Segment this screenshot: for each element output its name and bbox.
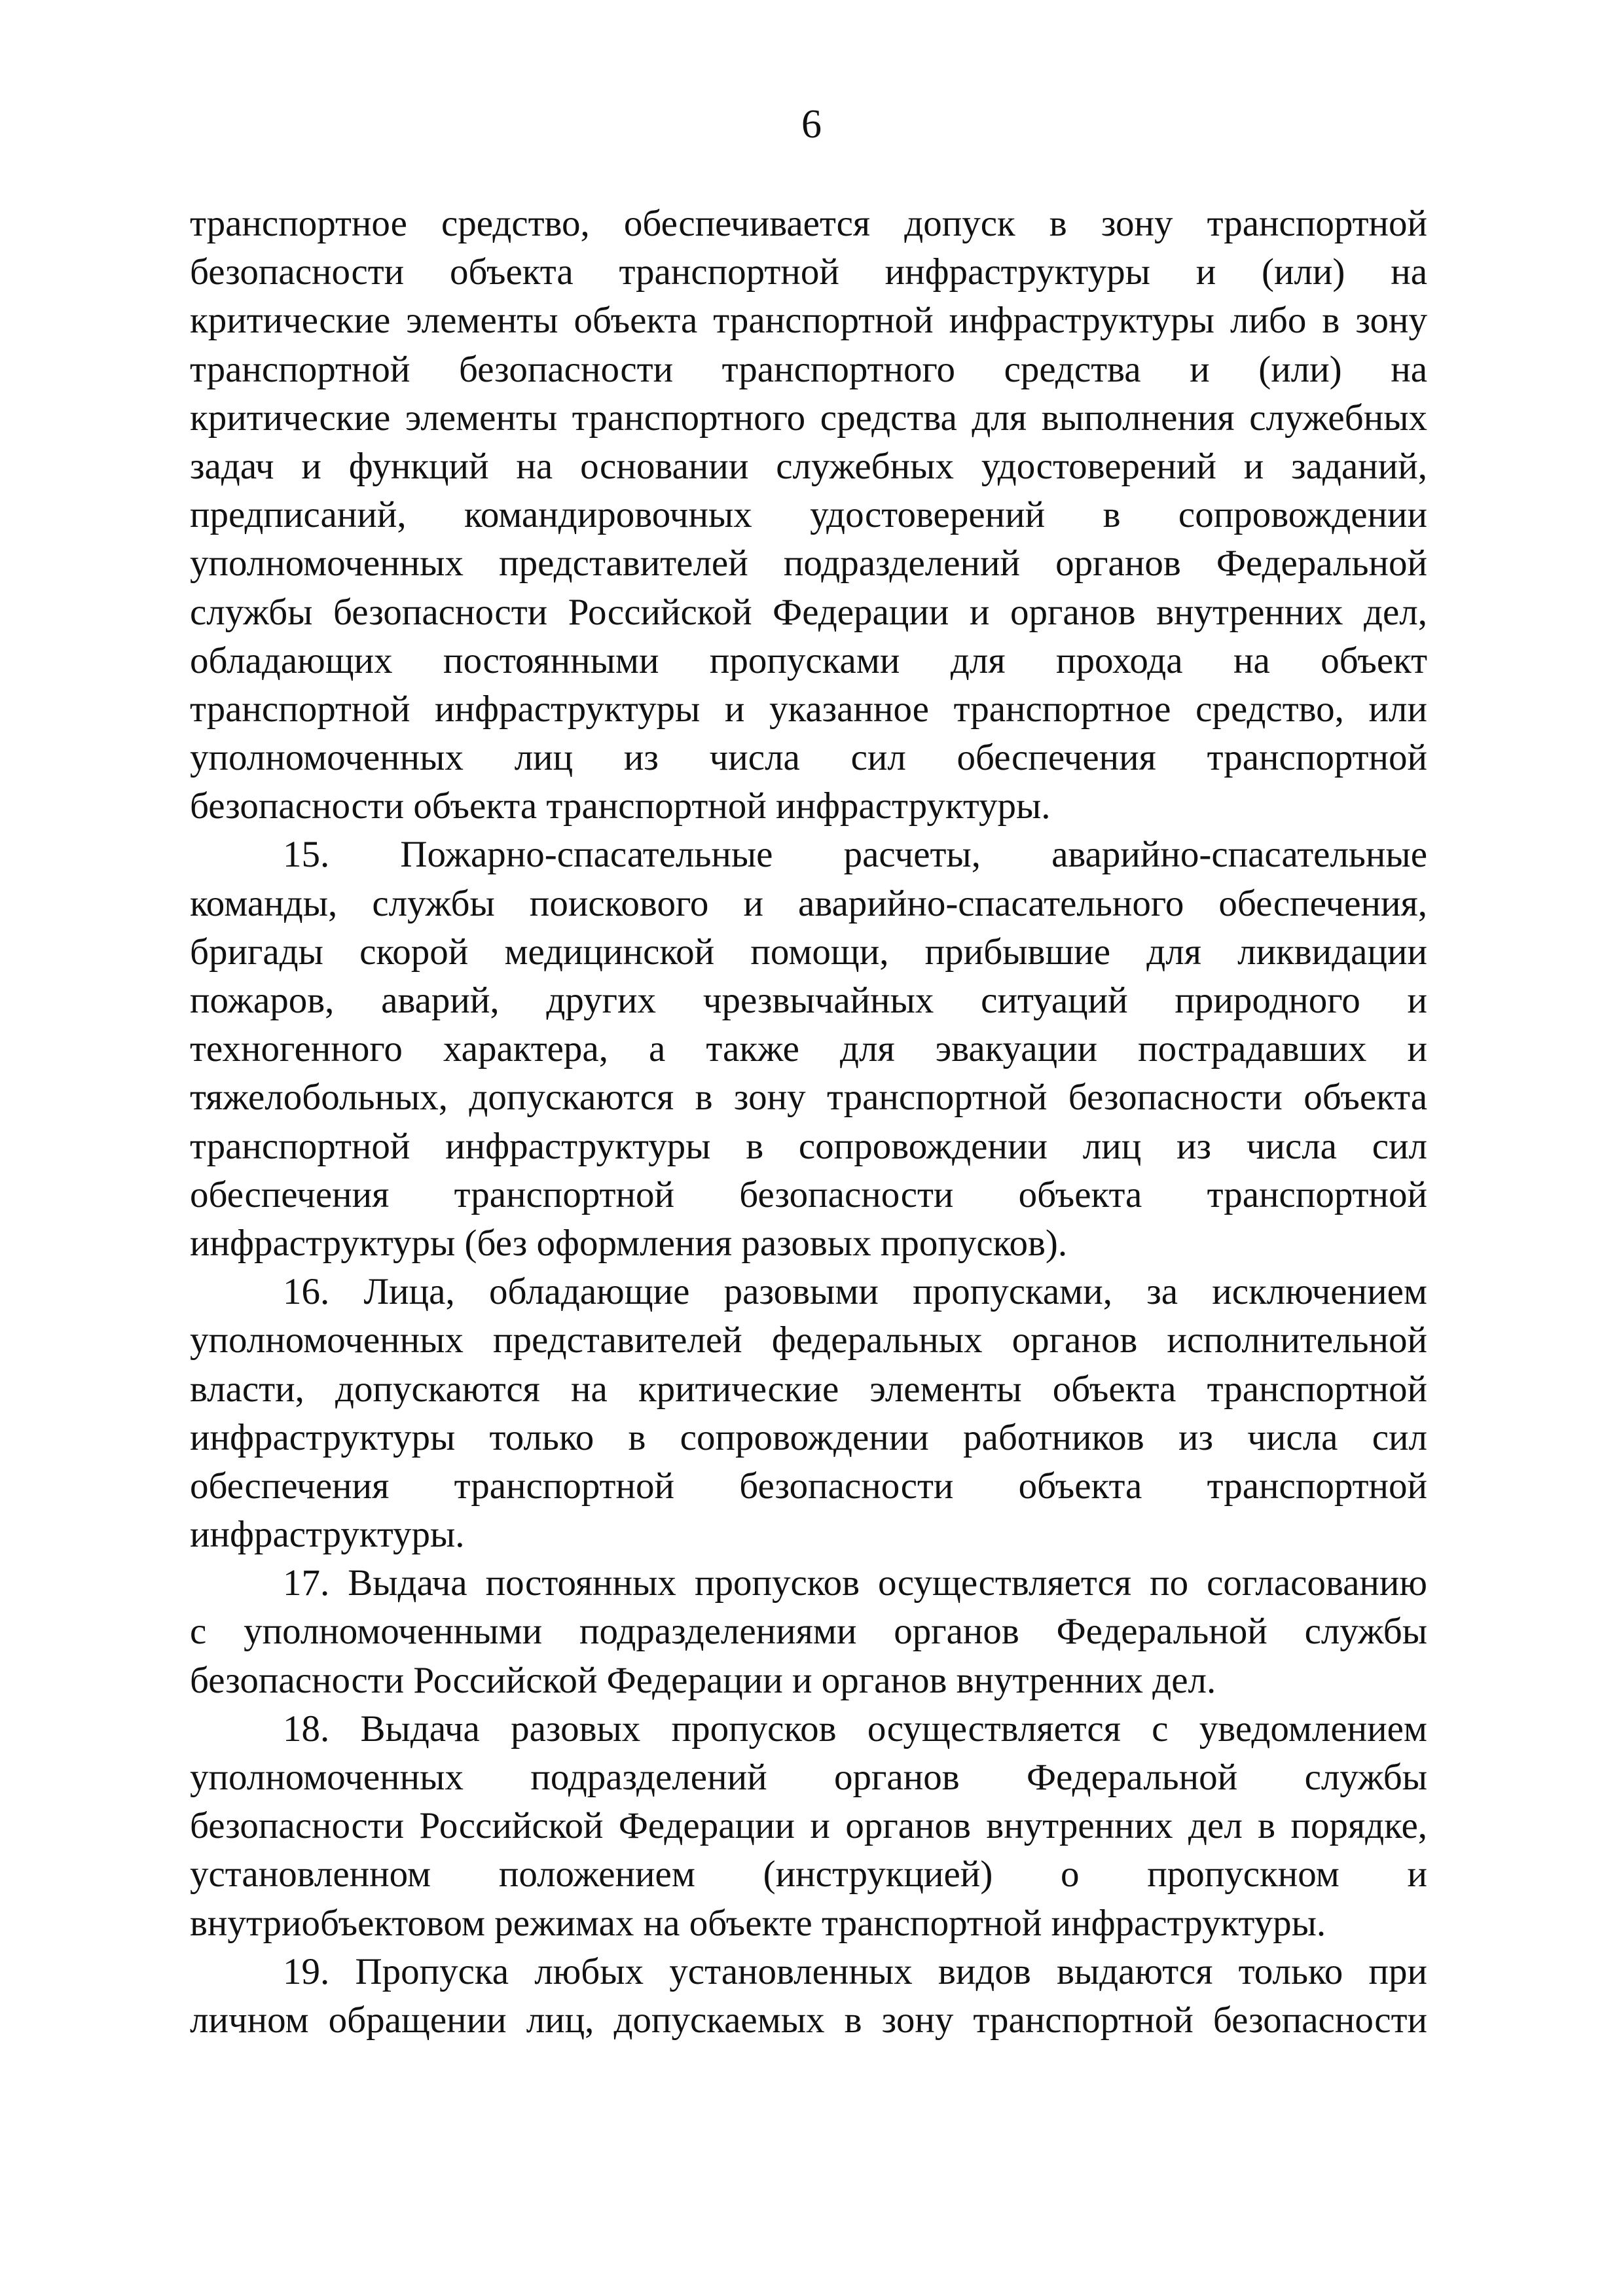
paragraph-item-17 <box>190 1559 1427 1705</box>
text-line: 18. Выдача разовых пропусков осуществляется с уведомлением <box>283 1708 1427 1749</box>
text-line: внутриобъектовом режимах на объекте транспортной инфраструктуры. <box>190 1902 1326 1944</box>
text-line: 17. Выдача постоянных пропусков осуществляется по согласованию <box>283 1562 1427 1604</box>
text-line: инфраструктуры только в сопровождении работников из числа сил <box>190 1416 1427 1458</box>
text-line: безопасности Российской Федерации и органов внутренних дел в порядке, <box>190 1805 1427 1847</box>
paragraph-item-15 <box>190 831 1427 1268</box>
text-line: 19. Пропуска любых установленных видов выдаются только при <box>283 1950 1427 1992</box>
text-line: власти, допускаются на критические элементы объекта транспортной <box>190 1368 1427 1410</box>
text-line: безопасности объекта транспортной инфраструктуры. <box>190 785 1051 827</box>
text-line: предписаний, командировочных удостоверений в сопровождении <box>190 494 1427 536</box>
text-line: 16. Лица, обладающие разовыми пропусками, за исключением <box>283 1271 1427 1313</box>
text-line: 15. Пожарно-спасательные расчеты, аварийно-спасательные <box>283 834 1427 876</box>
text-line: уполномоченных представителей федеральных органов исполнительной <box>190 1319 1427 1361</box>
text-line: с уполномоченными подразделениями органов Федеральной службы <box>190 1611 1427 1653</box>
text-line: команды, службы поискового и аварийно-спасательного обеспечения, <box>190 882 1427 924</box>
text-line: транспортной безопасности транспортного средства и (или) на <box>190 348 1427 390</box>
text-line: пожаров, аварий, других чрезвычайных ситуаций природного и <box>190 980 1427 1021</box>
text-line: инфраструктуры (без оформления разовых пропусков). <box>190 1222 1068 1264</box>
text-line: обеспечения транспортной безопасности объекта транспортной <box>190 1174 1427 1215</box>
text-line: задач и функций на основании служебных удостоверений и заданий, <box>190 445 1427 487</box>
page-number: 6 <box>801 102 822 147</box>
text-line: обладающих постоянными пропусками для прохода на объект <box>190 639 1427 681</box>
paragraph-item-19 <box>190 1948 1427 2045</box>
text-line: транспортной инфраструктуры в сопровождении лиц из числа сил <box>190 1125 1427 1167</box>
text-line: критические элементы транспортного средства для выполнения служебных <box>190 397 1427 439</box>
text-line: службы безопасности Российской Федерации и органов внутренних дел, <box>190 591 1427 633</box>
paragraph-item-18 <box>190 1705 1427 1948</box>
text-line: тяжелобольных, допускаются в зону транспортной безопасности объекта <box>190 1077 1427 1119</box>
document-body <box>190 200 1427 2045</box>
text-line: уполномоченных представителей подразделений органов Федеральной <box>190 543 1427 584</box>
paragraph-continuation <box>190 200 1427 831</box>
text-line: безопасности Российской Федерации и органов внутренних дел. <box>190 1659 1216 1701</box>
text-line: инфраструктуры. <box>190 1514 465 1556</box>
text-line: транспортное средство, обеспечивается допуск в зону транспортной <box>190 203 1427 244</box>
text-line: обеспечения транспортной безопасности объекта транспортной <box>190 1465 1427 1507</box>
text-line: критические элементы объекта транспортной инфраструктуры либо в зону <box>190 300 1427 342</box>
text-line: безопасности объекта транспортной инфраструктуры и (или) на <box>190 251 1427 293</box>
text-line: личном обращении лиц, допускаемых в зону транспортной безопасности <box>190 1999 1427 2041</box>
text-line: бригады скорой медицинской помощи, прибывшие для ликвидации <box>190 931 1427 973</box>
text-line: уполномоченных лиц из числа сил обеспечения транспортной <box>190 737 1427 779</box>
text-line: уполномоченных подразделений органов Федеральной службы <box>190 1757 1427 1798</box>
text-line: транспортной инфраструктуры и указанное транспортное средство, или <box>190 688 1427 730</box>
paragraph-item-16 <box>190 1268 1427 1559</box>
text-line: техногенного характера, а также для эвакуации пострадавших и <box>190 1028 1427 1070</box>
text-line: установленном положением (инструкцией) о пропускном и <box>190 1854 1427 1895</box>
